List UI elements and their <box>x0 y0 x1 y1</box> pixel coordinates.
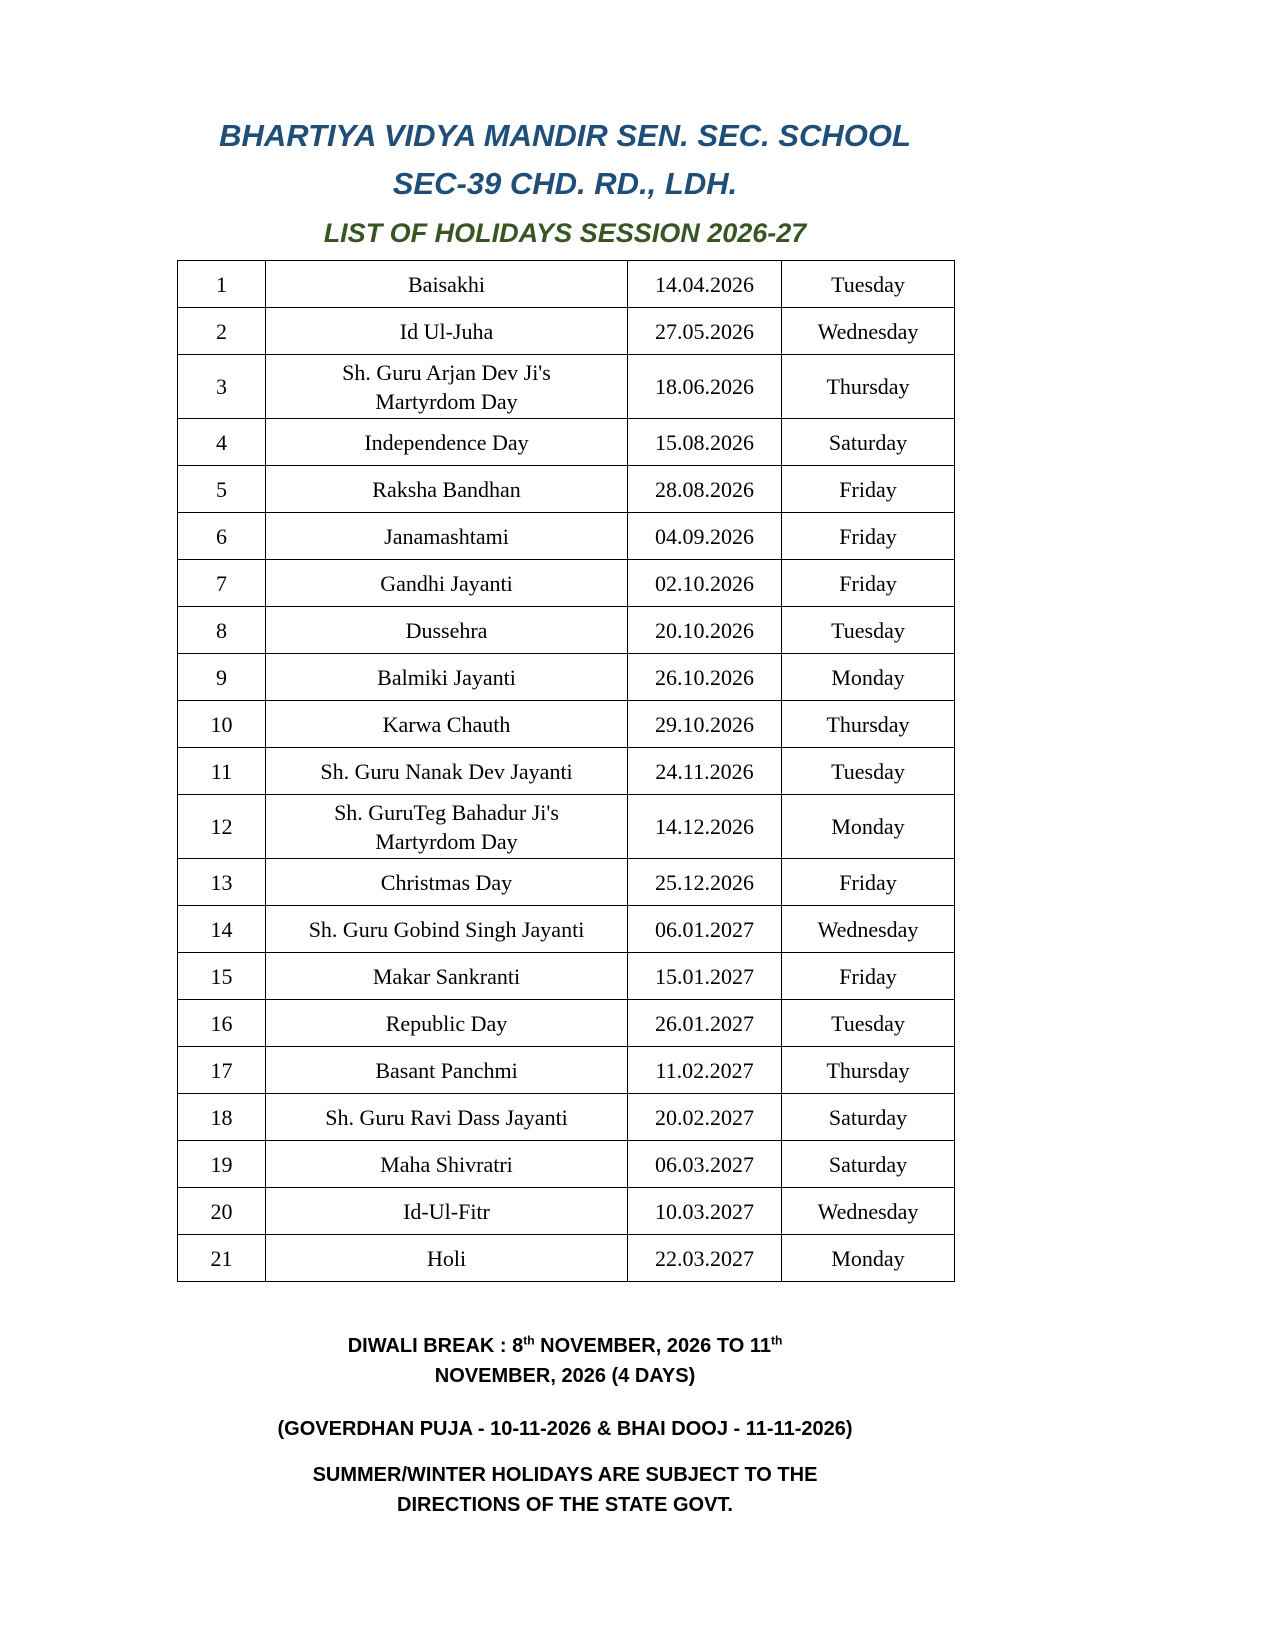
school-name: BHARTIYA VIDYA MANDIR SEN. SEC. SCHOOL <box>219 118 911 153</box>
holiday-date: 02.10.2026 <box>628 560 782 607</box>
holiday-number: 20 <box>178 1188 266 1235</box>
holiday-date: 25.12.2026 <box>628 859 782 906</box>
holiday-name <box>266 1188 628 1235</box>
holiday-name <box>266 261 628 308</box>
holiday-name <box>266 1235 628 1282</box>
holiday-day: Friday <box>782 953 955 1000</box>
holiday-name-line: Janamashtami <box>384 523 509 549</box>
holiday-day: Friday <box>782 466 955 513</box>
holiday-date: 29.10.2026 <box>628 701 782 748</box>
holiday-number: 1 <box>178 261 266 308</box>
holiday-date: 11.02.2027 <box>628 1047 782 1094</box>
holiday-row <box>178 1047 955 1094</box>
holiday-name-line: Independence Day <box>364 429 529 455</box>
holiday-row <box>178 1235 955 1282</box>
holiday-date: 26.01.2027 <box>628 1000 782 1047</box>
holiday-row <box>178 1000 955 1047</box>
holiday-name <box>266 701 628 748</box>
holiday-row <box>178 419 955 466</box>
holiday-name <box>266 308 628 355</box>
holiday-day: Monday <box>782 654 955 701</box>
holiday-row <box>178 953 955 1000</box>
holiday-date: 15.08.2026 <box>628 419 782 466</box>
summer-winter-line2: DIRECTIONS OF THE STATE GOVT. <box>397 1494 733 1516</box>
holiday-name-line: Basant Panchmi <box>375 1057 518 1083</box>
holiday-date: 04.09.2026 <box>628 513 782 560</box>
holiday-name-line: Maha Shivratri <box>380 1151 513 1177</box>
holiday-date: 24.11.2026 <box>628 748 782 795</box>
holiday-number: 8 <box>178 607 266 654</box>
holiday-table-body <box>178 261 955 1282</box>
holiday-row <box>178 261 955 308</box>
diwali-break-line2: NOVEMBER, 2026 (4 DAYS) <box>434 1365 696 1387</box>
holiday-day: Thursday <box>782 1047 955 1094</box>
diwali-break-note <box>0 1331 1130 1391</box>
holiday-day: Saturday <box>782 1094 955 1141</box>
holiday-day: Saturday <box>782 419 955 466</box>
holiday-number: 17 <box>178 1047 266 1094</box>
holiday-name-line: Raksha Bandhan <box>372 476 521 502</box>
holiday-day: Tuesday <box>782 607 955 654</box>
holiday-name-line: Dussehra <box>405 617 488 643</box>
holiday-day: Friday <box>782 513 955 560</box>
holiday-day: Saturday <box>782 1141 955 1188</box>
holiday-name-line: Id-Ul-Fitr <box>403 1198 490 1224</box>
holiday-row <box>178 654 955 701</box>
holiday-name <box>266 560 628 607</box>
holiday-number: 15 <box>178 953 266 1000</box>
holiday-number: 16 <box>178 1000 266 1047</box>
holiday-day: Tuesday <box>782 748 955 795</box>
holiday-row <box>178 466 955 513</box>
holiday-date: 26.10.2026 <box>628 654 782 701</box>
holiday-row <box>178 513 955 560</box>
holiday-name-line: Martyrdom Day <box>375 828 518 854</box>
holiday-table <box>177 260 955 1282</box>
holiday-name-line: Sh. Guru Arjan Dev Ji's <box>342 359 551 385</box>
holiday-number: 5 <box>178 466 266 513</box>
holiday-name-line: Holi <box>426 1245 467 1271</box>
holiday-name <box>266 419 628 466</box>
holiday-date: 22.03.2027 <box>628 1235 782 1282</box>
holiday-name <box>266 1000 628 1047</box>
holiday-name-line: Gandhi Jayanti <box>380 570 513 596</box>
holiday-number: 6 <box>178 513 266 560</box>
holiday-row <box>178 795 955 859</box>
holiday-name <box>266 859 628 906</box>
holiday-name <box>266 906 628 953</box>
holiday-row <box>178 1141 955 1188</box>
holiday-name-line: Christmas Day <box>380 869 513 895</box>
holiday-name <box>266 748 628 795</box>
holiday-date: 06.03.2027 <box>628 1141 782 1188</box>
holiday-name <box>266 466 628 513</box>
holiday-date: 18.06.2026 <box>628 355 782 419</box>
holiday-name-line: Sh. Guru Nanak Dev Jayanti <box>320 758 573 784</box>
holiday-name-line: Makar Sankranti <box>372 963 521 989</box>
summer-winter-note <box>0 1460 1130 1520</box>
holiday-date: 20.02.2027 <box>628 1094 782 1141</box>
holiday-name <box>266 654 628 701</box>
holiday-name-line: Sh. Guru Gobind Singh Jayanti <box>308 916 585 942</box>
holiday-name <box>266 953 628 1000</box>
holiday-number: 14 <box>178 906 266 953</box>
holiday-name-line: Martyrdom Day <box>375 388 518 414</box>
holiday-day: Tuesday <box>782 1000 955 1047</box>
holiday-name-line: Republic Day <box>385 1010 508 1036</box>
holiday-name <box>266 355 628 419</box>
holiday-number: 9 <box>178 654 266 701</box>
holiday-day: Monday <box>782 1235 955 1282</box>
holiday-name-line: Balmiki Jayanti <box>377 664 516 690</box>
holiday-number: 18 <box>178 1094 266 1141</box>
holiday-number: 21 <box>178 1235 266 1282</box>
diwali-break-sup-start: th <box>523 1333 535 1348</box>
holiday-name <box>266 1094 628 1141</box>
diwali-break-sup-end: th <box>770 1333 783 1348</box>
diwali-break-middle: NOVEMBER, 2026 TO 11 <box>534 1335 771 1357</box>
holiday-number: 10 <box>178 701 266 748</box>
holiday-name-line: Karwa Chauth <box>382 711 511 737</box>
summer-winter-line1: SUMMER/WINTER HOLIDAYS ARE SUBJECT TO THE <box>312 1464 818 1486</box>
holiday-date: 14.12.2026 <box>628 795 782 859</box>
holiday-name <box>266 795 628 859</box>
holiday-row <box>178 607 955 654</box>
holiday-name <box>266 513 628 560</box>
holiday-name-line: Id Ul-Juha <box>399 318 494 344</box>
holiday-row <box>178 560 955 607</box>
holiday-row <box>178 701 955 748</box>
holiday-name <box>266 1047 628 1094</box>
holiday-date: 10.03.2027 <box>628 1188 782 1235</box>
holiday-date: 15.01.2027 <box>628 953 782 1000</box>
holiday-date: 06.01.2027 <box>628 906 782 953</box>
holiday-day: Wednesday <box>782 1188 955 1235</box>
holiday-row <box>178 1188 955 1235</box>
holiday-day: Wednesday <box>782 906 955 953</box>
holiday-row <box>178 355 955 419</box>
holiday-number: 3 <box>178 355 266 419</box>
holiday-day: Tuesday <box>782 261 955 308</box>
holiday-name <box>266 607 628 654</box>
holiday-day: Thursday <box>782 701 955 748</box>
holiday-name-line: Baisakhi <box>408 271 485 297</box>
holiday-name-line: Sh. Guru Ravi Dass Jayanti <box>325 1104 568 1130</box>
holiday-day: Thursday <box>782 355 955 419</box>
holiday-number: 13 <box>178 859 266 906</box>
holiday-date: 27.05.2026 <box>628 308 782 355</box>
holiday-day: Friday <box>782 859 955 906</box>
holiday-date: 28.08.2026 <box>628 466 782 513</box>
holiday-number: 12 <box>178 795 266 859</box>
holiday-row <box>178 308 955 355</box>
holiday-row <box>178 906 955 953</box>
holiday-row <box>178 748 955 795</box>
holiday-name <box>266 1141 628 1188</box>
holiday-row <box>178 1094 955 1141</box>
holiday-day: Monday <box>782 795 955 859</box>
holiday-name-line: Sh. GuruTeg Bahadur Ji's <box>334 799 559 825</box>
holiday-date: 14.04.2026 <box>628 261 782 308</box>
holiday-day: Friday <box>782 560 955 607</box>
holiday-number: 7 <box>178 560 266 607</box>
holiday-number: 11 <box>178 748 266 795</box>
diwali-break-prefix: DIWALI BREAK : 8 <box>347 1335 524 1357</box>
holiday-number: 19 <box>178 1141 266 1188</box>
holiday-number: 2 <box>178 308 266 355</box>
holiday-number: 4 <box>178 419 266 466</box>
puja-note: (GOVERDHAN PUJA - 10-11-2026 & BHAI DOOJ - 11-11-2026) <box>277 1418 853 1440</box>
holiday-day: Wednesday <box>782 308 955 355</box>
school-address: SEC-39 CHD. RD., LDH. <box>392 166 738 201</box>
holiday-list-title: LIST OF HOLIDAYS SESSION 2026-27 <box>323 218 807 248</box>
holiday-row <box>178 859 955 906</box>
holiday-date: 20.10.2026 <box>628 607 782 654</box>
